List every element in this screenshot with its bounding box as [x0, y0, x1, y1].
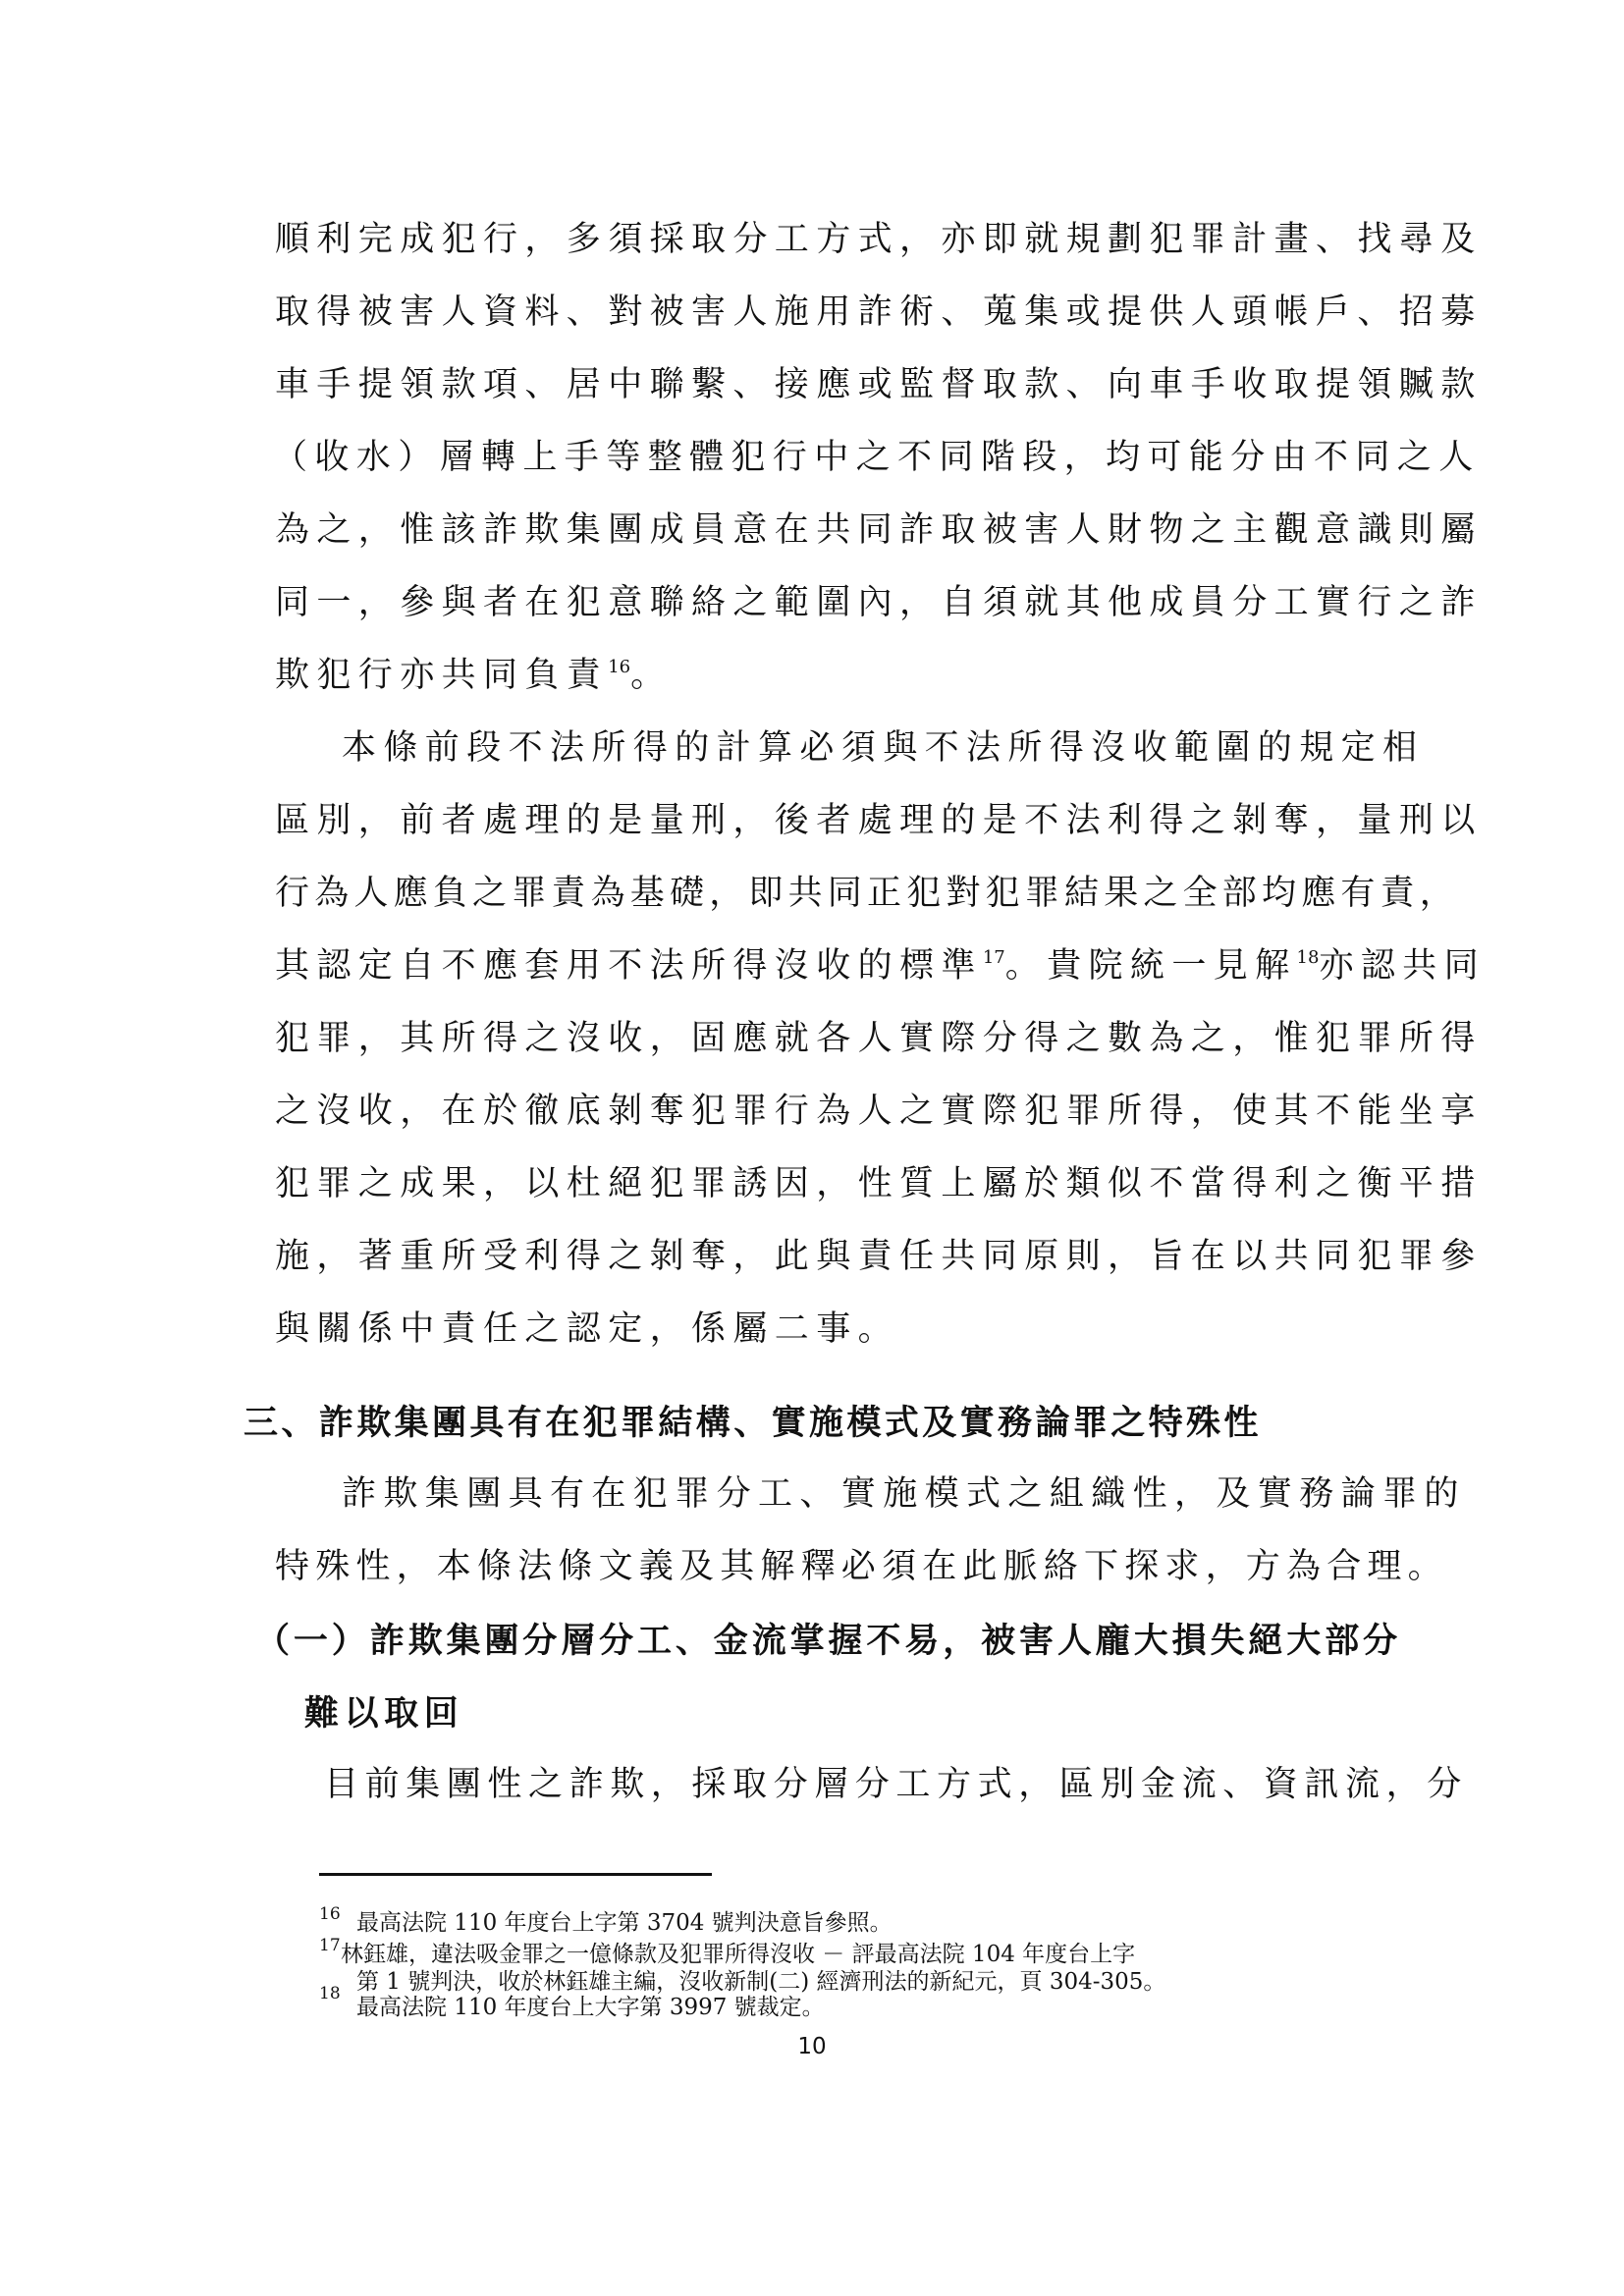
body-line: 區別，前者處理的是量刑，後者處理的是不法利得之剝奪，量刑以 [275, 801, 1483, 840]
body-line: 行為人應負之罪責為基礎，即共同正犯對犯罪結果之全部均應有責， [275, 874, 1460, 913]
body-line: 特殊性，本條法條文義及其解釋必須在此脈絡下探求，方為合理。 [275, 1547, 1448, 1586]
subsection-heading-cont: 難以取回 [304, 1693, 464, 1734]
body-line: 其認定自不應套用不法所得沒收的標準$^{17}$。貴院統一見解$^{18}$亦認共同 [275, 946, 1487, 986]
footnote-text: 最高法院 110 年度台上大字第 3997 號裁定。 [356, 1995, 825, 2020]
footnote [319, 1904, 893, 1936]
body-line: 順利完成犯行，多須採取分工方式，亦即就規劃犯罪計畫、找尋及 [275, 220, 1483, 259]
footnote-text: 第 1 號判決，收於林鈺雄主編，沒收新制(二) 經濟刑法的新紀元，頁 304-305。 [356, 1969, 1166, 1995]
footnote [319, 1984, 825, 2020]
body-line: 取得被害人資料、對被害人施用詐術、蒐集或提供人頭帳戶、招募 [275, 293, 1483, 332]
page-number: 10 [797, 2034, 827, 2059]
body-line: 本條前段不法所得的計算必須與不法所得沒收範圍的規定相 [342, 728, 1425, 768]
footnote [319, 1936, 1136, 1967]
body-line: 施，著重所受利得之剝奪，此與責任共同原則，旨在以共同犯罪參 [275, 1237, 1483, 1276]
footnote-separator [319, 1873, 712, 1876]
body-line: 目前集團性之詐欺，採取分層分工方式，區別金流、資訊流，分 [324, 1765, 1468, 1804]
footnote-ref: 18 [1296, 947, 1320, 968]
body-line: 犯罪之成果，以杜絕犯罪誘因，性質上屬於類似不當得利之衡平措 [275, 1164, 1483, 1203]
body-line: 與關係中責任之認定，係屬二事。 [275, 1309, 900, 1349]
footnote-text: 林鈺雄，違法吸金罪之一億條款及犯罪所得沒收 － 評最高法院 104 年度台上字 [341, 1942, 1136, 1967]
footnote-number: 16 [319, 1904, 341, 1924]
footnote-text: 最高法院 110 年度台上字第 3704 號判決意旨參照。 [356, 1910, 893, 1936]
footnote [319, 1969, 1165, 1995]
body-line: 之沒收，在於徹底剝奪犯罪行為人之實際犯罪所得，使其不能坐享 [275, 1092, 1483, 1131]
body-line: 詐欺集團具有在犯罪分工、實施模式之組織性，及實務論罪的 [342, 1474, 1466, 1514]
subsection-heading: （一）詐欺集團分層分工、金流掌握不易，被害人龐大損失絕大部分 [255, 1621, 1402, 1661]
footnote-ref: 17 [982, 947, 1005, 968]
section-heading: 三、詐欺集團具有在犯罪結構、實施模式及實務論罪之特殊性 [244, 1403, 1262, 1443]
footnote-number: 17 [319, 1936, 341, 1955]
body-line: 為之，惟該詐欺集團成員意在共同詐取被害人財物之主觀意識則屬 [275, 510, 1483, 550]
body-line: 犯罪，其所得之沒收，固應就各人實際分得之數為之，惟犯罪所得 [275, 1019, 1483, 1058]
body-line: 車手提領款項、居中聯繫、接應或監督取款、向車手收取提領贓款 [275, 365, 1483, 404]
body-line: 同一，參與者在犯意聯絡之範圍內，自須就其他成員分工實行之詐 [275, 583, 1483, 622]
footnote-number: 18 [319, 1984, 341, 2003]
body-line: （收水）層轉上手等整體犯行中之不同階段，均可能分由不同之人 [273, 438, 1481, 477]
body-line: 欺犯行亦共同負責$^{16}$。 [275, 656, 673, 695]
footnote-ref: 16 [608, 657, 631, 677]
